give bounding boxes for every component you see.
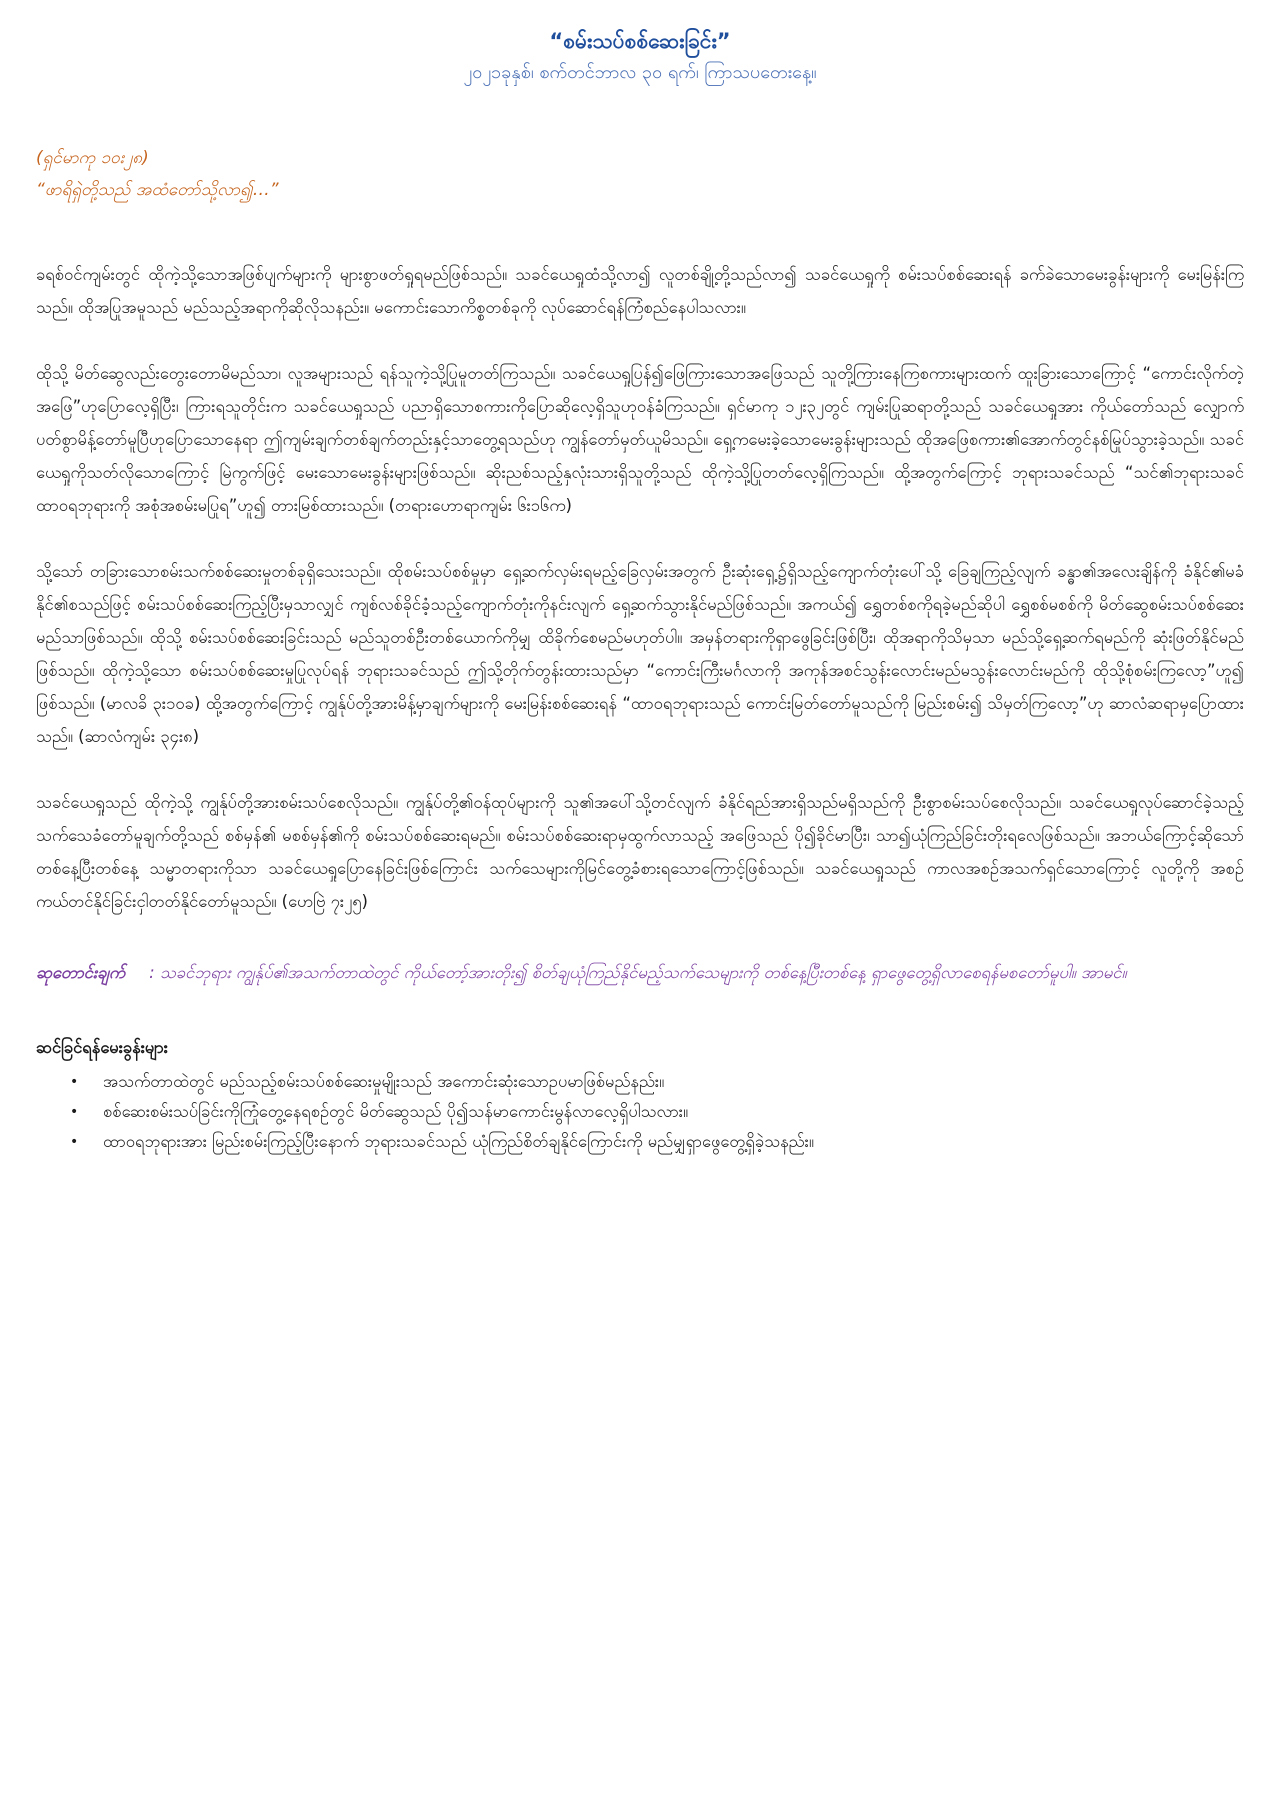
body-paragraph-1: ခရစ်ဝင်ကျမ်းတွင် ထိုကဲ့သို့သောအဖြစ်ပျက်များကို များစွာဖတ်ရှုရမည်ဖြစ်သည်။ သခင်ယေရှုထံသို့လာ၍ လူတစ်ချို့တို့သည်လာ၍ သခင်ယေရှုကို စမ်းသပ်စစ်ဆေးရန် ခက်ခဲသောမေးခွန်းများကို မေးမြန်းကြသည်။ ထိုအပြုအမူသည် မည်သည့်အရာကိုဆိုလိုသနည်း။ မကောင်းသောကိစ္စတစ်ခုကို လုပ်ဆောင်ရန်ကြံစည်နေပါသလား။ (36, 265, 1244, 317)
prayer-block (36, 956, 1244, 989)
prayer-label: ဆုတောင်းချက် (36, 963, 126, 982)
bullet-icon: • (70, 1134, 79, 1150)
list-item (70, 1067, 1244, 1097)
scripture-citation: (ရှင်မာကု ၁၀း၂၈) (36, 148, 149, 168)
scripture-quote: “ဖာရိရှဲတို့သည် အထံတော်သို့လာ၍…” (36, 180, 279, 200)
page-date: ၂၀၂၁ခုနှစ်၊ စက်တင်ဘာလ ၃၀ ရက်၊ ကြာသပတေးနေ့။ (463, 62, 817, 83)
scripture-reference (36, 142, 1244, 206)
question-text: ထာဝရဘုရားအား မြည်းစမ်းကြည့်ပြီးနောက် ဘုရားသခင်သည် ယုံကြည်စိတ်ချနိုင်ကြောင်းကို မည်မျှရှာဖွေတွေ့ရှိခဲ့သနည်း။ (103, 1132, 814, 1151)
body-paragraph-2: ထိုသို့ မိတ်ဆွေလည်းတွေးတောမိမည်သာ၊ လူအများသည် ရန်သူကဲ့သို့ပြုမူတတ်ကြသည်။ သခင်ယေရှုပြန်၍ဖြေကြားသောအဖြေသည် သူတို့ကြားနေကြစကားများထက် ထူးခြားသောကြောင့် “ကောင်းလိုက်တဲ့အဖြေ”ဟုပြောလေ့ရှိပြီး၊ ကြားရသူတိုင်းက သခင်ယေရှုသည် ပညာရှိသောစကားကိုပြောဆိုလေ့ရှိသူဟုဝန်ခံကြသည်။ ရှင်မာကု ၁၂း၃၂တွင် ကျမ်းပြုဆရာတို့သည် သခင်ယေရှုအား ကိုယ်တော်သည် လျှောက်ပတ်စွာမိန့်တော်မူပြီဟုပြောသောနေရာ ဤကျမ်းချက်တစ်ချက်တည်းနှင့်သာတွေ့ရသည်ဟု ကျွန်တော်မှတ်ယူမိသည်။ ရှေ့ကမေးခဲ့သောမေးခွန်းများသည် ထိုအဖြေစကား၏အောက်တွင်နစ်မြုပ်သွားခဲ့သည်။ သခင်ယေရှုကိုသတ်လိုသောကြောင့် မြဲကွက်ဖြင့် မေးသောမေးခွန်းများဖြစ်သည်။ ဆိုးညစ်သည့်နှလုံးသားရှိသူတို့သည် ထိုကဲ့သို့ပြုတတ်လေ့ရှိကြသည်။ ထို့အတွက်ကြောင့် ဘုရားသခင်သည် “သင်၏ဘုရားသခင် ထာဝရဘုရားကို အစုံအစမ်းမပြုရ”ဟူ၍ တားမြစ်ထားသည်။ (တရားဟောရာကျမ်း ၆း၁၆က) (36, 364, 1244, 515)
prayer-text: : သခင်ဘုရား ကျွန်ုပ်၏အသက်တာထဲတွင် ကိုယ်တော့်အားတိုး၍ စိတ်ချယုံကြည်နိုင်မည့်သက်သေများကို တစ်နေ့ပြီးတစ်နေ့ ရှာဖွေတွေ့ရှိလာစေရန်မစတော်မူပါ။ အာမင်။ (149, 963, 1127, 982)
list-item (70, 1097, 1244, 1127)
page-title: “စမ်းသပ်စစ်ဆေးခြင်း” (549, 29, 731, 53)
reflection-questions-list (36, 1067, 1244, 1157)
body-paragraph-3: သို့သော် တခြားသောစမ်းသက်စစ်ဆေးမှုတစ်ခုရှိသေးသည်။ ထိုစမ်းသပ်စစ်မှုမှာ ရှေ့ဆက်လှမ်းရမည့်ခြေလှမ်းအတွက် ဦးဆုံးရှေ့၌ရှိသည့်ကျောက်တုံးပေါ်သို့ ခြေချကြည့်လျက် ခန္ဓာ၏အလေးချိန်ကို ခံနိုင်၏မခံနိုင်၏စသည်ဖြင့် စမ်းသပ်စစ်ဆေးကြည့်ပြီးမှသာလျှင် ကျစ်လစ်ခိုင်ခံ့သည့်ကျောက်တုံးကိုနင်းလျက် ရှေ့ဆက်သွားနိုင်မည်ဖြစ်သည်။ အကယ်၍ ရွှေတစ်စကိုရခဲ့မည်ဆိုပါ ရွှေစစ်မစစ်ကို မိတ်ဆွေစမ်းသပ်စစ်ဆေးမည်သာဖြစ်သည်။ ထိုသို့ စမ်းသပ်စစ်ဆေးခြင်းသည် မည်သူတစ်ဦးတစ်ယောက်ကိုမျှ ထိခိုက်စေမည်မဟုတ်ပါ။ အမှန်တရားကိုရှာဖွေခြင်းဖြစ်ပြီး၊ ထိုအရာကိုသိမှသာ မည်သို့ရှေ့ဆက်ရမည်ကို ဆုံးဖြတ်နိုင်မည်ဖြစ်သည်။ ထိုကဲ့သို့သော စမ်းသပ်စစ်ဆေးမှုပြုလုပ်ရန် ဘုရားသခင်သည် ဤသို့တိုက်တွန်းထားသည်မှာ “ကောင်းကြီးမင်္ဂလာကို အကုန်အစင်သွန်းလောင်းမည်မသွန်းလောင်းမည်ကို ထိုသို့စုံစမ်းကြလော့”ဟူ၍ ဖြစ်သည်။ (မာလခိ ၃း၁၀ခ) ထို့အတွက်ကြောင့် ကျွန်ုပ်တို့အားမိန့်မှာချက်များကို မေးမြန်းစစ်ဆေးရန် “ထာဝရဘုရားသည် ကောင်းမြတ်တော်မူသည်ကို မြည်းစမ်း၍ သိမှတ်ကြလော့”ဟု ဆာလံဆရာမှပြောထားသည်။ (ဆာလံကျမ်း ၃၄း၈) (36, 562, 1244, 746)
list-item (70, 1127, 1244, 1157)
body-paragraph-4: သခင်ယေရှုသည် ထိုကဲ့သို့ ကျွန်ုပ်တို့အားစမ်းသပ်စေလိုသည်။ ကျွန်ုပ်တို့၏ဝန်ထုပ်များကို သူ၏အပေါ်သို့တင်လျက် ခံနိုင်ရည်အားရှိသည်မရှိသည်ကို ဦးစွာစမ်းသပ်စေလိုသည်။ သခင်ယေရှုလုပ်ဆောင်ခဲ့သည့် သက်သေခံတော်မူချက်တို့သည် စစ်မှန်၏ မစစ်မှန်၏ကို စမ်းသပ်စစ်ဆေးရမည်။ စမ်းသပ်စစ်ဆေးရာမှထွက်လာသည့် အဖြေသည် ပို၍ခိုင်မာပြီး၊ သာ၍ယုံကြည်ခြင်းတိုးရလေဖြစ်သည်။ အဘယ်ကြောင့်ဆိုသော် တစ်နေ့ပြီးတစ်နေ့ သမ္မာတရားကိုသာ သခင်ယေရှုပြောနေခြင်းဖြစ်ကြောင်း သက်သေများကိုမြင်တွေ့ခံစားရသောကြောင့်ဖြစ်သည်။ သခင်ယေရှုသည် ကာလအစဉ်အသက်ရှင်သောကြောင့် လူတို့ကို အစဉ်ကယ်တင်နိုင်ခြင်းငှါတတ်နိုင်တော်မူသည်။ (ဟေဗြဲ ၇း၂၅) (36, 793, 1244, 911)
bullet-icon: • (70, 1074, 79, 1090)
bullet-icon: • (70, 1104, 79, 1120)
question-text: အသက်တာထဲတွင် မည်သည့်စမ်းသပ်စစ်ဆေးမှုမျိုးသည် အကောင်းဆုံးသောဥပမာဖြစ်မည်နည်း။ (103, 1072, 665, 1091)
reflection-questions-heading: ဆင်ခြင်ရန်မေးခွန်းများ (36, 1038, 168, 1057)
question-text: စစ်ဆေးစမ်းသပ်ခြင်းကိုကြုံတွေ့နေရစဉ်တွင် မိတ်ဆွေသည် ပို၍သန်မာကောင်းမွန်လာလေ့ရှိပါသလား။ (103, 1102, 688, 1121)
